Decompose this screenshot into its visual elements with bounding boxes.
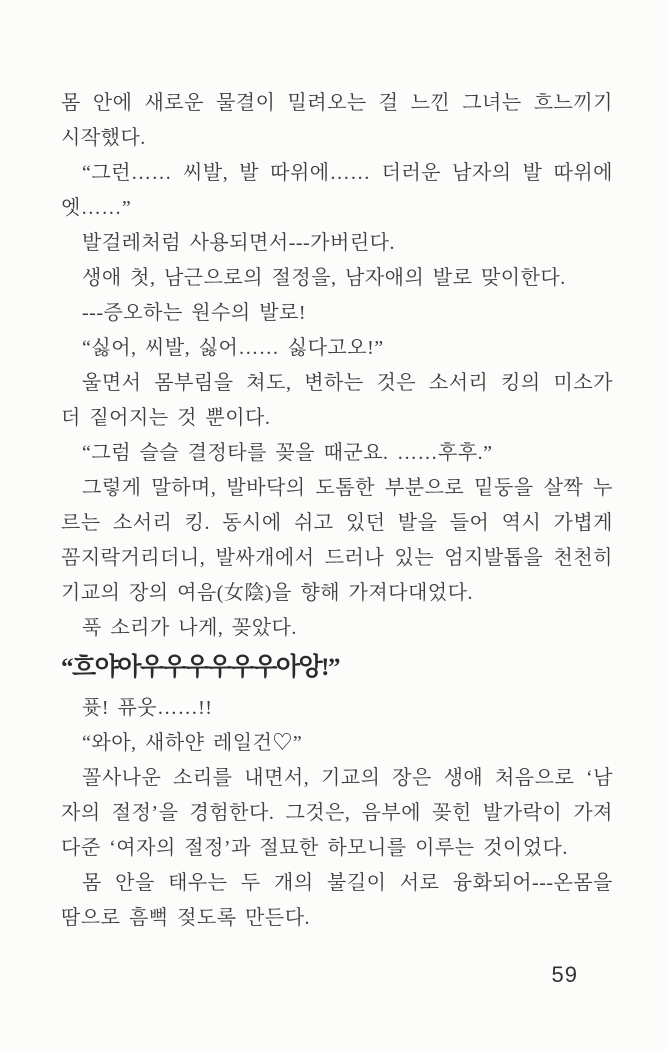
text-line: “싫어, 씨발, 싫어…… 싫다고오!” [82, 337, 384, 359]
text-line: 르는 소서리 킹. 동시에 쉬고 있던 발을 들어 역시 가볍게 [61, 512, 613, 534]
text-line: 생애 첫, 남근으로의 절정을, 남자애의 발로 맞이한다. [82, 267, 566, 289]
emphasized-text-line: “흐야아우우우우우우아앙!” [61, 654, 339, 681]
text-line: 그렇게 말하며, 발바닥의 도톰한 부분으로 밑둥을 살짝 누 [82, 477, 613, 499]
text-line: “그럼 슬슬 결정타를 꽂을 때군요. ……후후.” [82, 442, 493, 464]
text-line: “그런…… 씨발, 발 따위에…… 더러운 남자의 발 따위에 [82, 162, 613, 184]
text-line: 꼴사나운 소리를 내면서, 기교의 장은 생애 처음으로 ‘남 [82, 767, 613, 789]
text-line: ---증오하는 원수의 발로! [82, 302, 307, 324]
text-line: 몸 안에 새로운 물결이 밀려오는 걸 느낀 그녀는 흐느끼기 [61, 92, 613, 114]
text-line: 꼼지락거리더니, 발싸개에서 드러나 있는 엄지발톱을 천천히 [61, 547, 613, 569]
text-line: 땀으로 흠뻑 젖도록 만든다. [61, 907, 311, 929]
text-line: 몸 안을 태우는 두 개의 불길이 서로 융화되어---온몸을 [82, 872, 613, 894]
text-line: 푹 소리가 나게, 꽂았다. [82, 617, 297, 639]
text-lines [61, 86, 613, 936]
text-line: “와아, 새하얀 레일건♡” [82, 732, 303, 754]
text-line: 더 짙어지는 것 뿐이다. [61, 407, 271, 429]
page-number: 59 [551, 962, 578, 987]
text-line: 시작했다. [61, 127, 146, 149]
text-line: 엣……” [61, 197, 132, 219]
text-line: 퓻! 퓨웃……!! [82, 697, 213, 719]
text-line: 발걸레처럼 사용되면서---가버린다. [82, 232, 395, 254]
text-line: 자의 절정’을 경험한다. 그것은, 음부에 꽂힌 발가락이 가져 [61, 802, 613, 824]
text-line: 울면서 몸부림을 쳐도, 변하는 것은 소서리 킹의 미소가 [82, 372, 613, 394]
text-line: 다준 ‘여자의 절정’과 절묘한 하모니를 이루는 것이었다. [61, 837, 568, 859]
text-line: 기교의 장의 여음(女陰)을 향해 가져다대었다. [61, 582, 473, 604]
